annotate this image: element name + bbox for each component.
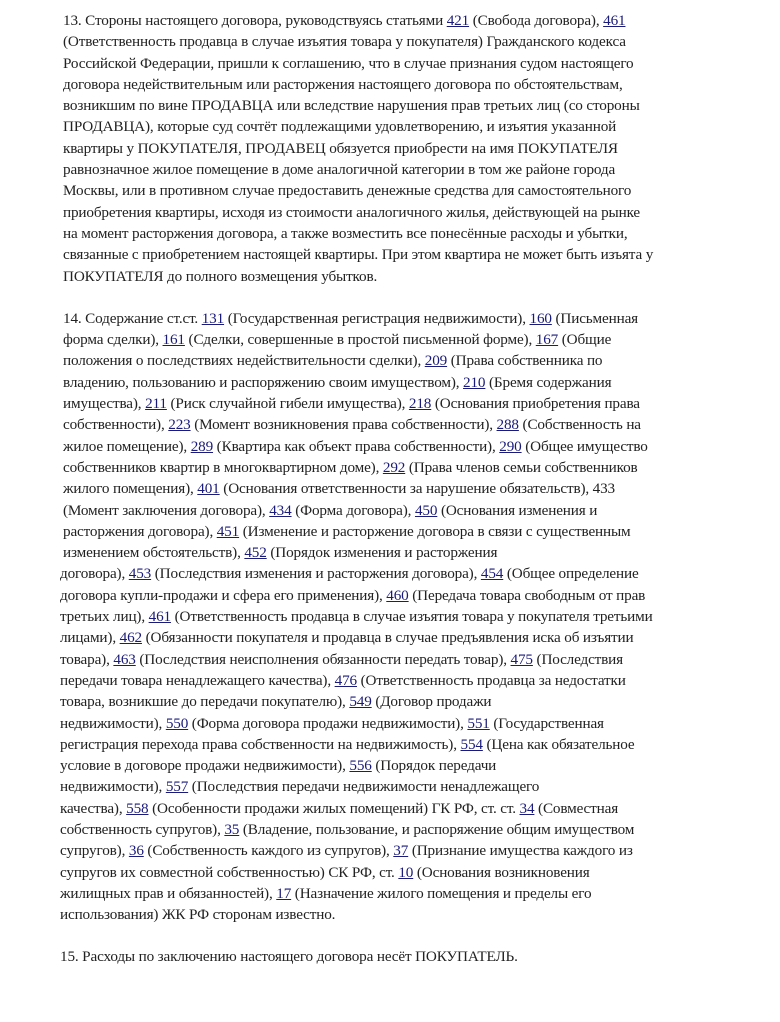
text-segment: товара), <box>60 650 114 668</box>
text-segment: (Государственная <box>489 714 604 732</box>
text-segment: (Последствия изменения и расторжения договора), <box>151 565 481 583</box>
text-segment: 14. Содержание ст.ст. <box>63 309 202 327</box>
text-segment: жилого помещения), <box>63 480 198 498</box>
text-line <box>60 946 763 967</box>
text-line <box>63 521 763 542</box>
text-line <box>60 819 763 840</box>
text-segment: (Права собственника по <box>447 352 603 370</box>
text-segment: (Момент заключения договора), <box>63 501 270 519</box>
text-line <box>60 776 763 797</box>
article-link[interactable]: 462 <box>119 629 142 647</box>
article-link[interactable]: 476 <box>334 671 357 689</box>
text-segment: регистрация перехода права собственности на недвижимость), <box>60 735 461 753</box>
text-segment: (Передача товара свободным от прав <box>408 586 646 604</box>
text-segment: (Договор продажи <box>371 693 492 711</box>
text-segment: использования) ЖК РФ сторонам известно. <box>60 906 336 924</box>
text-segment: возникшим по вине ПРОДАВЦА или вследствие нарушения прав третьих лиц (со стороны <box>63 97 640 115</box>
text-segment: квартиры у ПОКУПАТЕЛЯ, ПРОДАВЕЦ обязуется приобрести на имя ПОКУПАТЕЛЯ <box>63 139 618 157</box>
article-link[interactable]: 210 <box>463 373 486 391</box>
text-line <box>63 393 763 414</box>
text-segment: 15. Расходы по заключению настоящего договора несёт ПОКУПАТЕЛЬ. <box>60 948 518 966</box>
text-segment: недвижимости), <box>60 714 166 732</box>
article-link[interactable]: 461 <box>148 608 171 626</box>
text-segment: (Права членов семьи собственников <box>405 458 638 476</box>
article-link[interactable]: 460 <box>386 586 409 604</box>
text-line <box>60 904 763 925</box>
text-line <box>63 31 763 52</box>
text-segment: (Бремя содержания <box>485 373 612 391</box>
text-line <box>63 95 763 116</box>
article-link[interactable]: 475 <box>510 650 533 668</box>
text-line <box>63 116 763 137</box>
text-segment: (Государственная регистрация недвижимости), <box>224 309 530 327</box>
text-segment: супругов их совместной собственностью) СК РФ, ст. <box>60 863 399 881</box>
text-line <box>63 10 763 31</box>
article-link[interactable]: 218 <box>408 395 432 413</box>
article-link[interactable]: 17 <box>276 884 292 902</box>
text-segment: недвижимости), <box>60 778 166 796</box>
text-segment: владению, пользованию и распоряжению своим имуществом), <box>63 373 464 391</box>
text-line <box>63 138 763 159</box>
text-segment: (Последствия неисполнения обязанности передать товар), <box>135 650 511 668</box>
article-link[interactable]: 556 <box>349 757 372 775</box>
article-link[interactable]: 37 <box>393 842 409 860</box>
text-segment: (Риск случайной гибели имущества), <box>166 395 409 413</box>
text-segment: (Признание имущества каждого из <box>408 842 633 860</box>
text-segment: (Общее имущество <box>521 437 648 455</box>
text-line <box>63 266 763 287</box>
article-link[interactable]: 209 <box>424 352 448 370</box>
article-link[interactable]: 160 <box>529 309 552 327</box>
text-segment: (Обязанности покупателя и продавца в случае предъявления иска об изъятии <box>141 629 634 647</box>
text-segment: на момент расторжения договора, а также возместить все понесённые расходы и убытки, <box>63 224 628 242</box>
text-segment: изменением обстоятельств), <box>63 544 245 562</box>
text-line <box>60 713 763 734</box>
text-segment: Российской Федерации, пришли к соглашению, что в случае признания судом настоящего <box>63 54 634 72</box>
article-link[interactable]: 421 <box>446 12 470 29</box>
text-line <box>63 223 763 244</box>
text-line <box>63 350 763 371</box>
text-segment: условие в договоре продажи недвижимости), <box>60 757 350 775</box>
text-line <box>60 627 763 648</box>
text-segment: расторжения договора), <box>63 522 217 540</box>
article-link[interactable]: 451 <box>216 522 240 540</box>
article-link[interactable]: 34 <box>519 799 535 817</box>
text-segment: договора), <box>60 565 129 583</box>
text-segment: 13. Стороны настоящего договора, руководствуясь статьями <box>63 12 447 29</box>
text-segment: супругов), <box>60 842 129 860</box>
text-line <box>60 883 763 904</box>
text-line <box>63 74 763 95</box>
text-segment: (Основания ответственности за нарушение обязательств), 433 <box>219 480 615 498</box>
text-segment: собственности), <box>63 416 169 434</box>
article-link[interactable]: 211 <box>145 395 167 413</box>
article-link[interactable]: 549 <box>349 693 372 711</box>
text-segment: (Общее определение <box>503 565 639 583</box>
text-segment: (Последствия передачи недвижимости ненадлежащего <box>188 778 540 796</box>
text-segment: связанные с приобретением настоящей квартиры. При этом квартира не может быть изъята у <box>63 246 654 264</box>
text-segment: (Ответственность продавца в случае изъятия товара у покупателя) Гражданского кодекса <box>63 33 626 51</box>
text-segment: товара, возникшие до передачи покупателю), <box>60 693 350 711</box>
text-line <box>63 202 763 223</box>
text-segment: собственность супругов), <box>60 820 225 838</box>
paragraph-clause-13 <box>63 10 763 287</box>
article-link[interactable]: 167 <box>535 331 559 349</box>
text-segment: (Ответственность продавца за недостатки <box>356 671 626 689</box>
text-segment: (Назначение жилого помещения и пределы его <box>291 884 592 902</box>
text-segment: (Порядок передачи <box>371 757 497 775</box>
text-segment: (Общие <box>558 331 612 349</box>
article-link[interactable]: 454 <box>480 565 504 583</box>
text-segment: (Письменная <box>551 309 638 327</box>
text-line <box>63 457 763 478</box>
text-line <box>60 840 763 861</box>
text-line <box>63 159 763 180</box>
text-segment: (Последствия <box>532 650 623 668</box>
text-line <box>63 436 763 457</box>
text-segment: Москвы, или в противном случае предоставить денежные средства для самостоятельного <box>63 182 632 200</box>
paragraph-clause-14 <box>60 308 763 926</box>
article-link[interactable]: 131 <box>201 309 225 327</box>
text-line <box>63 53 763 74</box>
article-link[interactable]: 401 <box>197 480 220 498</box>
article-link[interactable]: 554 <box>460 735 483 753</box>
text-segment: (Собственность каждого из супругов), <box>143 842 394 860</box>
article-link[interactable]: 550 <box>165 714 189 732</box>
article-link[interactable]: 452 <box>244 544 267 562</box>
text-line <box>63 500 763 521</box>
text-segment: приобретения квартиры, исходя из стоимости аналогичного жилья, действующей на рынке <box>63 203 641 221</box>
text-line <box>63 308 763 329</box>
text-line <box>60 649 763 670</box>
text-line <box>60 670 763 691</box>
text-segment: (Собственность на <box>518 416 641 434</box>
text-line <box>63 542 763 563</box>
paragraph-clause-15 <box>60 946 763 967</box>
text-segment: (Форма договора продажи недвижимости), <box>188 714 468 732</box>
text-segment: качества), <box>60 799 127 817</box>
text-line <box>63 478 763 499</box>
article-link[interactable]: 36 <box>128 842 144 860</box>
text-segment: (Сделки, совершенные в простой письменной форме), <box>184 331 536 349</box>
article-link[interactable]: 557 <box>165 778 189 796</box>
text-line <box>63 329 763 350</box>
text-segment: (Изменение и расторжение договора в связи с существенным <box>239 522 631 540</box>
text-line <box>60 585 763 606</box>
text-line <box>63 372 763 393</box>
text-segment: (Цена как обязательное <box>482 735 635 753</box>
text-line <box>63 414 763 435</box>
text-segment: (Квартира как объект права собственности), <box>213 437 500 455</box>
text-segment: лицами), <box>60 629 120 647</box>
article-link[interactable]: 290 <box>499 437 522 455</box>
article-link[interactable]: 292 <box>382 458 406 476</box>
text-segment: ПОКУПАТЕЛЯ до полного возмещения убытков. <box>63 267 378 285</box>
article-link[interactable]: 35 <box>224 820 240 838</box>
text-line <box>60 755 763 776</box>
text-segment: договора купли-продажи и сфера его применения), <box>60 586 387 604</box>
text-segment: (Основания возникновения <box>413 863 590 881</box>
text-line <box>60 734 763 755</box>
text-segment: положения о последствиях недействительности сделки), <box>63 352 425 370</box>
article-link[interactable]: 450 <box>414 501 438 519</box>
article-link[interactable]: 288 <box>496 416 519 434</box>
text-segment: (Форма договора), <box>291 501 415 519</box>
text-segment: третьих лиц), <box>60 608 149 626</box>
text-segment: ПРОДАВЦА), которые суд сочтёт подлежащими удовлетворению, и изъятия указанной <box>63 118 617 136</box>
text-line <box>60 606 763 627</box>
text-line <box>60 691 763 712</box>
contract-document <box>60 10 763 989</box>
article-link[interactable]: 551 <box>467 714 490 732</box>
text-line <box>63 180 763 201</box>
article-link[interactable]: 453 <box>128 565 152 583</box>
text-segment: (Особенности продажи жилых помещений) ГК РФ, ст. ст. <box>148 799 520 817</box>
article-link[interactable]: 289 <box>190 437 214 455</box>
article-link[interactable]: 434 <box>269 501 292 519</box>
text-segment: (Ответственность продавца в случае изъятия товара у покупателя третьими <box>170 608 653 626</box>
text-segment: жилое помещение), <box>63 437 191 455</box>
text-line <box>63 244 763 265</box>
text-line <box>60 798 763 819</box>
text-line <box>60 563 763 584</box>
article-link[interactable]: 558 <box>126 799 149 817</box>
article-link[interactable]: 10 <box>398 863 414 881</box>
text-segment: равнозначное жилое помещение в доме аналогичной категории в том же районе города <box>63 161 616 179</box>
text-segment: договора недействительным или расторжения настоящего договора по обстоятельствам, <box>63 75 623 93</box>
text-segment: (Владение, пользование, и распоряжение общим имуществом <box>239 820 635 838</box>
article-link[interactable]: 161 <box>162 331 185 349</box>
article-link[interactable]: 223 <box>168 416 191 434</box>
text-segment: (Момент возникновения права собственности), <box>190 416 497 434</box>
text-segment: (Порядок изменения и расторжения <box>266 544 498 562</box>
text-segment: собственников квартир в многоквартирном доме), <box>63 458 383 476</box>
text-segment: (Совместная <box>534 799 619 817</box>
text-segment: (Основания изменения и <box>437 501 598 519</box>
text-segment: передачи товара ненадлежащего качества), <box>60 671 335 689</box>
text-segment: (Свобода договора), <box>469 12 604 29</box>
text-segment: жилищных прав и обязанностей), <box>60 884 277 902</box>
article-link[interactable]: 461 <box>603 12 626 29</box>
text-segment: (Основания приобретения права <box>431 395 640 413</box>
text-line <box>60 862 763 883</box>
article-link[interactable]: 463 <box>113 650 136 668</box>
text-segment: имущества), <box>63 395 146 413</box>
text-segment: форма сделки), <box>63 331 163 349</box>
